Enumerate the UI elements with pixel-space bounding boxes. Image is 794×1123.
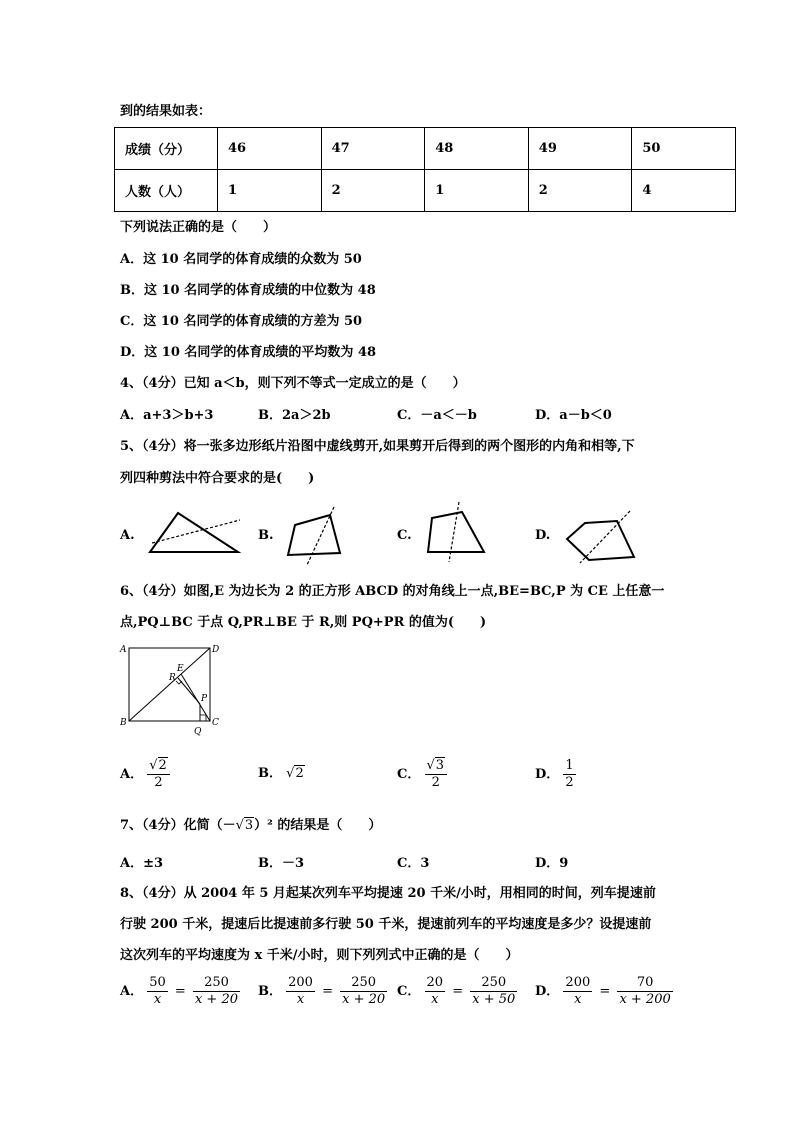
numerator: 20 bbox=[426, 975, 444, 990]
triangle-shape bbox=[150, 513, 238, 552]
option-letter: B． bbox=[258, 766, 282, 781]
fraction: $\frac{√3}{2}$ bbox=[425, 758, 448, 791]
table-row bbox=[115, 128, 736, 170]
q3-option-d: D．这 10 名同学的体育成绩的平均数为 48 bbox=[120, 345, 377, 360]
q3-option-a: A．这 10 名同学的体育成绩的众数为 50 bbox=[120, 252, 362, 267]
table-cell: 46 bbox=[218, 128, 322, 170]
option-letter: D． bbox=[535, 984, 560, 999]
q8-option-b bbox=[258, 975, 387, 1008]
radicand: 3 bbox=[244, 818, 254, 833]
table-row bbox=[115, 170, 736, 212]
q6-figure bbox=[116, 640, 226, 740]
numerator: 70 bbox=[617, 975, 672, 992]
table-cell: 47 bbox=[321, 128, 425, 170]
fraction: $\frac{√2}{2}$ bbox=[147, 758, 170, 791]
q5-figure-d bbox=[560, 505, 640, 565]
denominator: x + 200 bbox=[619, 992, 671, 1007]
q5-label-b: B. bbox=[258, 528, 274, 543]
fraction-left bbox=[425, 975, 446, 1008]
radicand: 2 bbox=[158, 758, 167, 773]
q3-stem: 下列说法正确的是（ ） bbox=[120, 220, 277, 235]
denominator: x + 20 bbox=[342, 992, 386, 1007]
q3-option-c: C．这 10 名同学的体育成绩的方差为 50 bbox=[120, 314, 363, 329]
q6-stem-line2: 点,PQ⊥BC 于点 Q,PR⊥BE 于 R,则 PQ+PR 的值为( ) bbox=[120, 615, 487, 630]
score-table bbox=[114, 127, 736, 212]
denominator: x bbox=[574, 992, 582, 1007]
q4-option-a: A．a+3＞b+3 bbox=[120, 408, 214, 423]
label-b: B bbox=[120, 718, 127, 728]
fraction-left bbox=[563, 975, 592, 1008]
fraction-right bbox=[470, 975, 517, 1008]
q8-line1: 8、（4分）从 2004 年 5 月起某次列车平均提速 20 千米/小时，用相同的时间，列车提速前 bbox=[120, 886, 656, 901]
q6-option-c bbox=[397, 758, 447, 791]
table-cell: 2 bbox=[528, 170, 632, 212]
equals-sign: = bbox=[174, 983, 186, 999]
table-cell: 2 bbox=[321, 170, 425, 212]
fraction bbox=[563, 758, 575, 791]
equals-sign: = bbox=[452, 983, 464, 999]
numerator: 1 bbox=[565, 758, 574, 773]
table-cell: 49 bbox=[528, 128, 632, 170]
q7-stem: 7、（4分）化简（－√3）² 的结果是（ ） bbox=[120, 818, 382, 833]
q7-stem-post: ）² 的结果是（ ） bbox=[254, 818, 382, 833]
equals-sign: = bbox=[322, 983, 334, 999]
q8-line2: 行驶 200 千米，提速后比提速前多行驶 50 千米，提速前列车的平均速度是多少？设提速前 bbox=[120, 917, 652, 932]
option-letter: D． bbox=[535, 767, 560, 782]
q8-line3: 这次列车的平均速度为 x 千米/小时，则下列列式中正确的是（ ） bbox=[120, 948, 519, 963]
fraction-right bbox=[193, 975, 240, 1008]
radicand: 2 bbox=[295, 766, 304, 781]
q6-option-d bbox=[535, 758, 576, 791]
q8-option-a bbox=[120, 975, 240, 1008]
label-q: Q bbox=[194, 727, 202, 737]
table-cell: 48 bbox=[425, 128, 529, 170]
denominator: 2 bbox=[154, 775, 163, 790]
table-cell: 1 bbox=[218, 170, 322, 212]
q5-figure-c bbox=[422, 500, 492, 570]
q3-option-b: B．这 10 名同学的体育成绩的中位数为 48 bbox=[120, 283, 376, 298]
q4-option-b: B．2a＞2b bbox=[258, 408, 331, 423]
numerator: 200 bbox=[288, 975, 313, 990]
denominator: x bbox=[431, 992, 439, 1007]
q7-stem-pre: 7、（4分）化简（－ bbox=[120, 818, 236, 833]
table-cell: 4 bbox=[632, 170, 736, 212]
intro-text: 到的结果如表： bbox=[120, 104, 212, 119]
q6-option-b: B． √2 bbox=[258, 766, 304, 781]
table-cell: 1 bbox=[425, 170, 529, 212]
fraction-left bbox=[147, 975, 168, 1008]
denominator: 2 bbox=[565, 775, 574, 790]
denominator: x bbox=[296, 992, 305, 1007]
q7-option-d: D．9 bbox=[535, 856, 569, 871]
table-cell: 50 bbox=[632, 128, 736, 170]
q4-option-c: C．－a＜－b bbox=[397, 408, 477, 423]
denominator: x bbox=[153, 992, 162, 1007]
denominator: 2 bbox=[431, 775, 440, 790]
fraction-right bbox=[617, 975, 672, 1008]
label-r: R bbox=[169, 673, 176, 683]
label-c: C bbox=[212, 718, 219, 728]
q5-label-d: D. bbox=[535, 528, 551, 543]
q5-figure-a bbox=[145, 505, 245, 560]
option-letter: B． bbox=[258, 984, 282, 999]
table-header-cell: 人数（人） bbox=[115, 170, 218, 212]
q4-option-d: D．a－b＜0 bbox=[535, 408, 612, 423]
option-letter: A． bbox=[120, 984, 144, 999]
equals-sign: = bbox=[599, 983, 611, 999]
right-angle-mark-q bbox=[200, 715, 206, 721]
numerator: 50 bbox=[149, 975, 166, 990]
fraction-right bbox=[340, 975, 387, 1008]
q5-stem-line1: 5、（4分）将一张多边形纸片沿图中虚线剪开,如果剪开后得到的两个图形的内角和相等,下 bbox=[120, 439, 635, 454]
radicand: 3 bbox=[435, 758, 445, 773]
option-letter: C． bbox=[397, 984, 421, 999]
pentagon-shape bbox=[567, 521, 634, 560]
q5-stem-line2: 列四种剪法中符合要求的是( ) bbox=[120, 471, 315, 486]
denominator: x + 50 bbox=[472, 992, 516, 1007]
q8-option-d bbox=[535, 975, 673, 1008]
q4-stem: 4、（4分）已知 a＜b，则下列不等式一定成立的是（ ） bbox=[120, 376, 466, 391]
cut-line bbox=[580, 511, 630, 563]
right-angle-mark-r bbox=[176, 681, 182, 684]
q5-label-c: C. bbox=[397, 528, 412, 543]
table-header-cell: 成绩（分） bbox=[115, 128, 218, 170]
q7-option-b: B．－3 bbox=[258, 856, 305, 871]
label-p: P bbox=[201, 694, 208, 704]
q5-figure-b bbox=[283, 505, 353, 567]
label-e: E bbox=[177, 664, 184, 674]
denominator: x + 20 bbox=[194, 992, 238, 1007]
option-letter: A． bbox=[120, 767, 144, 782]
diagonal-bd bbox=[129, 648, 210, 721]
q5-label-a: A. bbox=[120, 528, 135, 543]
numerator: 200 bbox=[565, 975, 591, 990]
fraction-left bbox=[286, 975, 315, 1008]
q8-option-c bbox=[397, 975, 517, 1008]
numerator: 250 bbox=[193, 975, 240, 992]
label-d: D bbox=[212, 645, 220, 655]
numerator: 250 bbox=[470, 975, 517, 992]
q7-option-c: C．3 bbox=[397, 856, 430, 871]
q6-option-a bbox=[120, 758, 170, 791]
numerator: 250 bbox=[340, 975, 387, 992]
q6-stem-line1: 6、（4分）如图,E 为边长为 2 的正方形 ABCD 的对角线上一点,BE=BC,P 为 CE 上任意一 bbox=[120, 584, 665, 599]
label-a: A bbox=[120, 645, 127, 655]
q7-option-a: A．±3 bbox=[120, 856, 164, 871]
option-letter: C． bbox=[397, 767, 421, 782]
